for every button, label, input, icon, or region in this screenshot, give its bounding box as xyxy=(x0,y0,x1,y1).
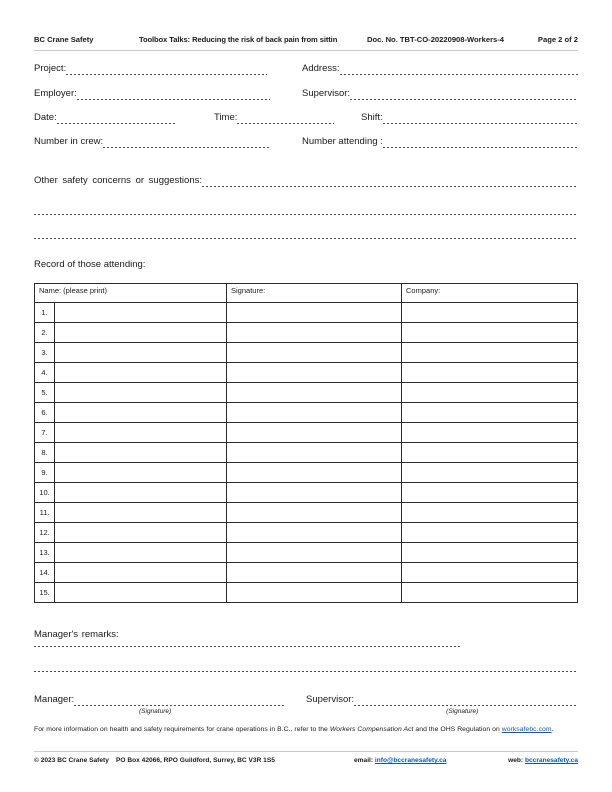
table-row xyxy=(35,443,578,463)
name-cell[interactable] xyxy=(55,423,227,443)
name-cell[interactable] xyxy=(55,443,227,463)
field-row-other-safety xyxy=(34,175,578,187)
row-number: 4. xyxy=(35,363,55,383)
company-cell[interactable] xyxy=(402,503,578,523)
name-cell[interactable] xyxy=(55,543,227,563)
row-number: 1. xyxy=(35,303,55,323)
email-label: email: xyxy=(354,757,375,764)
company-cell[interactable] xyxy=(402,343,578,363)
supervisor-signature-field[interactable] xyxy=(354,694,578,706)
name-cell[interactable] xyxy=(55,523,227,543)
company-cell[interactable] xyxy=(402,383,578,403)
row-number: 2. xyxy=(35,323,55,343)
company-cell[interactable] xyxy=(402,583,578,603)
page-number: Page 2 of 2 xyxy=(537,35,578,44)
date-label: Date: xyxy=(34,112,57,123)
table-row xyxy=(35,583,578,603)
shift-label: Shift: xyxy=(361,112,383,123)
footer-address: PO Box 42066, RPO Guildford, Surrey, BC V3R 1S5 xyxy=(116,757,275,764)
copyright: © 2023 BC Crane Safety xyxy=(34,757,109,764)
signature-cell[interactable] xyxy=(227,323,402,343)
number-in-crew-label: Number in crew: xyxy=(34,136,104,147)
field-row-crew-attending xyxy=(34,136,578,148)
footnote xyxy=(34,726,578,733)
attendance-header-row xyxy=(35,284,578,303)
supervisor-signature-caption: (Signature) xyxy=(446,708,479,715)
other-safety-label: Other safety concerns or suggestions: xyxy=(34,175,202,186)
footnote-text-mid: and the OHS Regulation on xyxy=(413,726,502,733)
name-cell[interactable] xyxy=(55,323,227,343)
field-row-project-address xyxy=(34,63,578,75)
table-row xyxy=(35,463,578,483)
footer-email xyxy=(354,757,496,764)
row-number: 5. xyxy=(35,383,55,403)
doc-number: Doc. No. TBT-CO-20220908-Workers-4 xyxy=(367,35,505,44)
signature-cell[interactable] xyxy=(227,363,402,383)
company-cell[interactable] xyxy=(402,523,578,543)
name-cell[interactable] xyxy=(55,483,227,503)
employer-field[interactable] xyxy=(77,88,270,100)
row-number: 9. xyxy=(35,463,55,483)
manager-remarks-line1[interactable] xyxy=(34,646,462,647)
signature-cell[interactable] xyxy=(227,303,402,323)
signature-cell[interactable] xyxy=(227,443,402,463)
employer-label: Employer: xyxy=(34,88,77,99)
name-cell[interactable] xyxy=(55,303,227,323)
name-cell[interactable] xyxy=(55,343,227,363)
table-row xyxy=(35,423,578,443)
field-row-date-time-shift xyxy=(34,112,578,124)
table-row xyxy=(35,303,578,323)
company-cell[interactable] xyxy=(402,303,578,323)
company-cell[interactable] xyxy=(402,443,578,463)
footnote-text-pre: For more information on health and safety requirements for crane operations in B.C., refer to the xyxy=(34,726,330,733)
row-number: 11. xyxy=(35,503,55,523)
org-name: BC Crane Safety xyxy=(34,35,94,44)
web-label: web: xyxy=(508,757,525,764)
web-link[interactable]: bccranesafety.ca xyxy=(524,757,578,764)
email-link[interactable]: info@bccranesafety.ca xyxy=(374,757,447,764)
signature-cell[interactable] xyxy=(227,343,402,363)
row-number: 14. xyxy=(35,563,55,583)
address-field[interactable] xyxy=(340,63,579,75)
name-cell[interactable] xyxy=(55,503,227,523)
company-cell[interactable] xyxy=(402,403,578,423)
name-cell[interactable] xyxy=(55,583,227,603)
footnote-act-title: Workers Compensation Act xyxy=(329,726,414,733)
signature-cell[interactable] xyxy=(227,423,402,443)
supervisor-field[interactable] xyxy=(350,88,578,100)
company-cell[interactable] xyxy=(402,543,578,563)
time-field[interactable] xyxy=(237,112,334,124)
signature-cell[interactable] xyxy=(227,523,402,543)
header-divider xyxy=(34,50,578,51)
row-number: 15. xyxy=(35,583,55,603)
table-row xyxy=(35,543,578,563)
attendance-heading: Record of those attending: xyxy=(34,259,146,270)
shift-field[interactable] xyxy=(383,112,578,124)
col-header-company: Company: xyxy=(402,284,578,303)
project-field[interactable] xyxy=(66,63,267,75)
row-number: 10. xyxy=(35,483,55,503)
manager-remarks-line2[interactable] xyxy=(34,671,578,672)
signature-cell[interactable] xyxy=(227,463,402,483)
row-number: 13. xyxy=(35,543,55,563)
table-row xyxy=(35,383,578,403)
company-cell[interactable] xyxy=(402,363,578,383)
footnote-text-post: . xyxy=(551,726,554,733)
manager-label: Manager: xyxy=(34,694,75,705)
footer-bar xyxy=(34,757,578,764)
table-row xyxy=(35,343,578,363)
field-row-employer-supervisor xyxy=(34,88,578,100)
company-cell[interactable] xyxy=(402,463,578,483)
document-title: Toolbox Talks: Reducing the risk of back pain from sittin xyxy=(139,35,338,44)
row-number: 3. xyxy=(35,343,55,363)
supervisor-label: Supervisor: xyxy=(302,88,351,99)
other-safety-field-line2[interactable] xyxy=(34,214,578,215)
page-header xyxy=(34,35,578,44)
signature-cell[interactable] xyxy=(227,483,402,503)
name-cell[interactable] xyxy=(55,463,227,483)
signoff-row xyxy=(34,694,578,706)
row-number: 12. xyxy=(35,523,55,543)
signature-cell[interactable] xyxy=(227,543,402,563)
table-row xyxy=(35,503,578,523)
company-cell[interactable] xyxy=(402,423,578,443)
col-header-name: Name: (please print) xyxy=(35,284,227,303)
manager-remarks-label: Manager's remarks: xyxy=(34,629,119,640)
name-cell[interactable] xyxy=(55,563,227,583)
table-row xyxy=(35,483,578,503)
name-cell[interactable] xyxy=(55,403,227,423)
other-safety-field-line1[interactable] xyxy=(202,175,578,187)
table-row xyxy=(35,323,578,343)
table-row xyxy=(35,523,578,543)
manager-signature-caption: (Signature) xyxy=(139,708,172,715)
manager-signature-field[interactable] xyxy=(74,694,286,706)
number-attending-field[interactable] xyxy=(383,136,578,148)
supervisor-signoff-label: Supervisor: xyxy=(306,694,355,705)
name-cell[interactable] xyxy=(55,383,227,403)
footer-divider xyxy=(34,751,578,752)
name-cell[interactable] xyxy=(55,363,227,383)
other-safety-field-line3[interactable] xyxy=(34,238,578,239)
footer-web xyxy=(496,757,578,764)
table-row xyxy=(35,363,578,383)
time-label: Time: xyxy=(214,112,238,123)
signature-cell[interactable] xyxy=(227,503,402,523)
table-row xyxy=(35,403,578,423)
worksafebc-link[interactable]: worksafebc.com xyxy=(501,726,552,733)
number-attending-label: Number attending : xyxy=(302,136,383,147)
address-label: Address: xyxy=(302,63,340,74)
row-number: 8. xyxy=(35,443,55,463)
signature-captions xyxy=(34,708,578,715)
number-in-crew-field[interactable] xyxy=(103,136,270,148)
project-label: Project: xyxy=(34,63,67,74)
signature-cell[interactable] xyxy=(227,563,402,583)
row-number: 6. xyxy=(35,403,55,423)
signature-cell[interactable] xyxy=(227,383,402,403)
table-row xyxy=(35,563,578,583)
company-cell[interactable] xyxy=(402,563,578,583)
signature-cell[interactable] xyxy=(227,403,402,423)
date-field[interactable] xyxy=(57,112,176,124)
company-cell[interactable] xyxy=(402,483,578,503)
signature-cell[interactable] xyxy=(227,583,402,603)
col-header-signature: Signature: xyxy=(227,284,402,303)
attendance-table xyxy=(34,283,578,603)
company-cell[interactable] xyxy=(402,323,578,343)
row-number: 7. xyxy=(35,423,55,443)
